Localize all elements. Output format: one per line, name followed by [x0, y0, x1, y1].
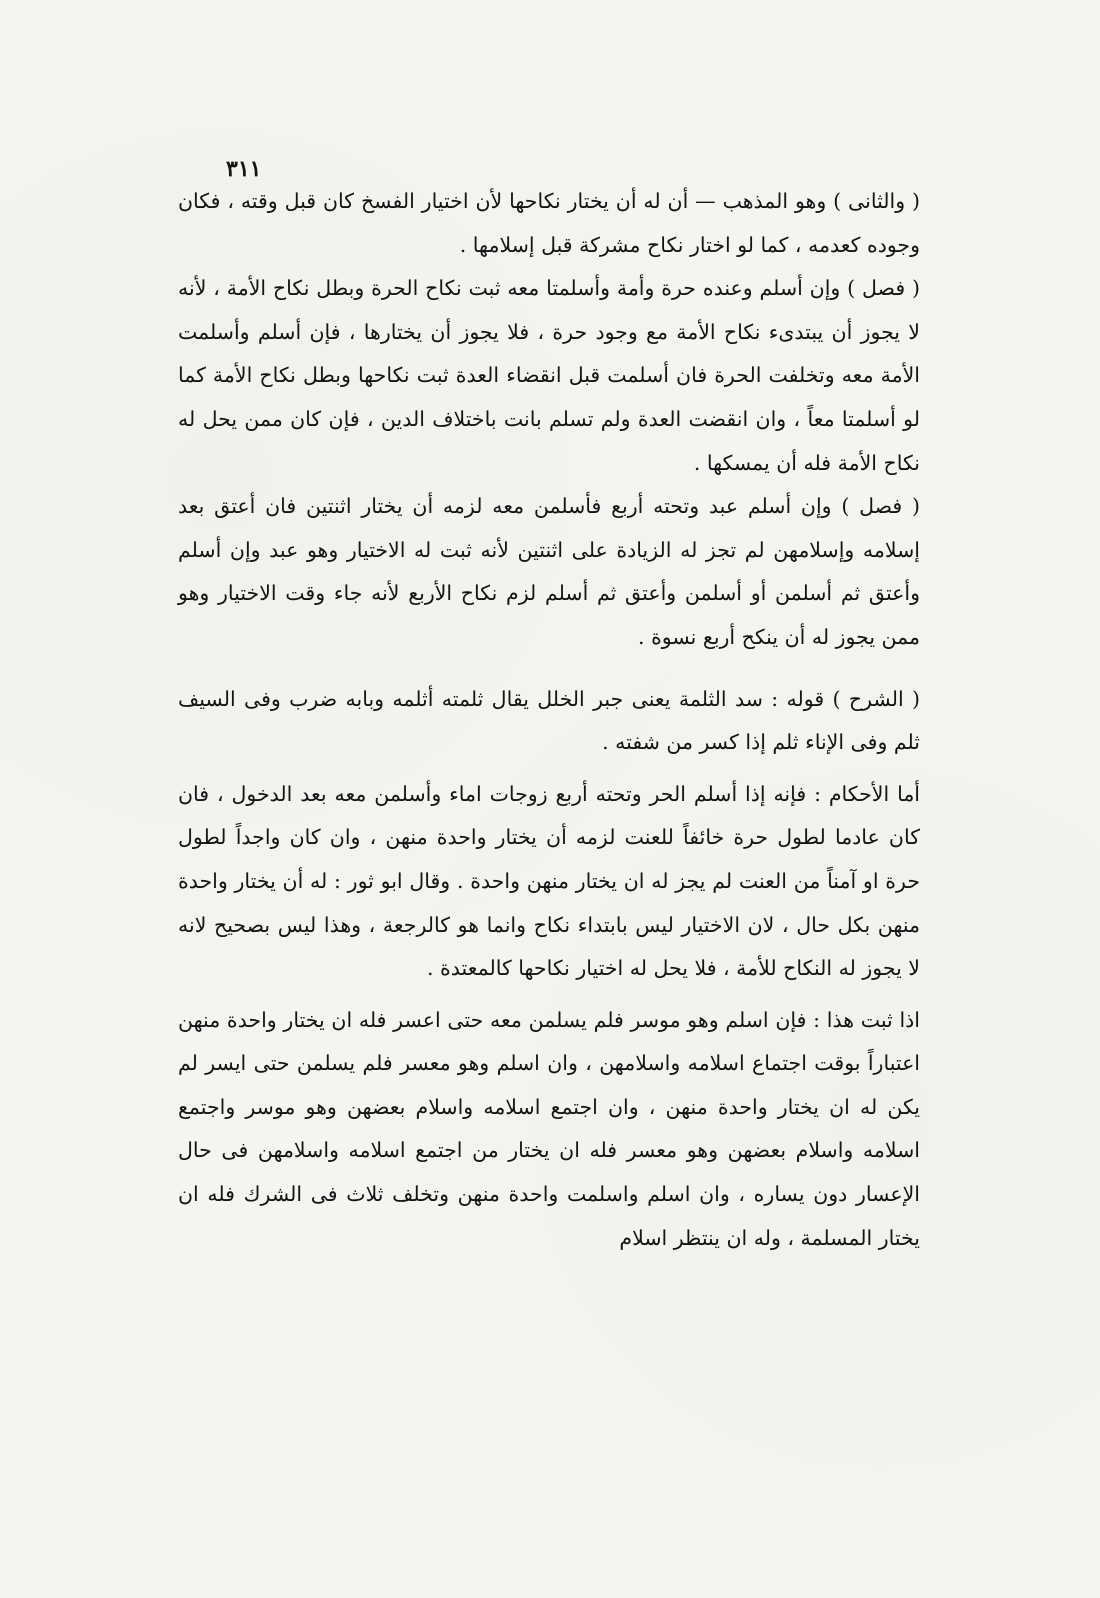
paragraph-gap — [178, 660, 920, 678]
paragraph-section-slave-husband: ( فصل ) وإن أسلم عبد وتحته أربع فأسلمن معه لزمه أن يختار اثنتين فان أعتق بعد إسلامه وإسلامهن لم تجز له الزيادة على اثنتين لأنه ثبت له الاختيار وهو عبد وإن أسلم وأعتق ثم أسلمن أو أسلمن وأعتق ثم أسلم لزم نكاح الأربع لأنه جاء وقت الاختيار وهو ممن يجوز له أن ينكح أربع نسوة . — [178, 494, 920, 649]
page-number: ٣١١ — [226, 156, 262, 182]
text-body — [178, 180, 920, 1260]
paragraph-second-view: ( والثانى ) وهو المذهب — أن له أن يختار نكاحها لأن اختيار الفسخ كان قبل وقته ، فكان وجوده كعدمه ، كما لو اختار نكاح مشركة قبل إسلامها . — [178, 189, 920, 257]
paragraph-gap — [178, 765, 920, 773]
paragraph-gap — [178, 991, 920, 999]
paragraph-commentary: ( الشرح ) قوله : سد الثلمة يعنى جبر الخلل يقال ثلمته أثلمه وبابه ضرب وفى السيف ثلم وفى الإناء ثلم إذا كسر من شفته . — [178, 686, 920, 755]
paragraph-rulings: أما الأحكام : فإنه إذا أسلم الحر وتحته أربع زوجات اماء وأسلمن معه بعد الدخول ، فان كان عادما لطول حرة خائفاً للعنت لزمه أن يختار واحدة منهن ، وان كان واجداً لطول حرة او آمناً من العنت لم يجز له ان يختار منهن واحدة . وقال ابو ثور : له أن يختار واحدة منهن بكل حال ، لان الاختيار ليس بابتداء نكاح وانما هو كالرجعة ، وهذا ليس بصحيح لانه لا يجوز له النكاح للأمة ، فلا يحل له اختيار نكاحها كالمعتدة . — [178, 781, 920, 981]
paragraph-section-free-and-slave-wife: ( فصل ) وإن أسلم وعنده حرة وأمة وأسلمتا معه ثبت نكاح الحرة وبطل نكاح الأمة ، لأنه لا يجوز أن يبتدىء نكاح الأمة مع وجود حرة ، فلا يجوز أن يختارها ، فإن أسلم وأسلمت الأمة معه وتخلفت الحرة فان أسلمت قبل انقضاء العدة ثبت نكاحها وبطل نكاح الأمة كما لو أسلمتا معاً ، وان انقضت العدة ولم تسلم بانت باختلاف الدين ، فإن كان ممن يحل له نكاح الأمة فله أن يمسكها . — [178, 276, 920, 475]
paragraph-if-established: اذا ثبت هذا : فإن اسلم وهو موسر فلم يسلمن معه حتى اعسر فله ان يختار واحدة منهن اعتباراً بوقت اجتماع اسلامه واسلامهن ، وان اسلم وهو معسر فلم يسلمن حتى ايسر لم يكن له ان يختار واحدة منهن ، وان اجتمع اسلامه واسلام بعضهن وهو موسر واجتمع اسلامه واسلام بعضهن وهو معسر فله ان يختار من اجتمع اسلامه واسلامهن فى حال الإعسار دون يساره ، وان اسلم واسلمت واحدة منهن وتخلف ثلاث فى الشرك فله ان يختار المسلمة ، وله ان ينتظر اسلام — [178, 1007, 920, 1250]
